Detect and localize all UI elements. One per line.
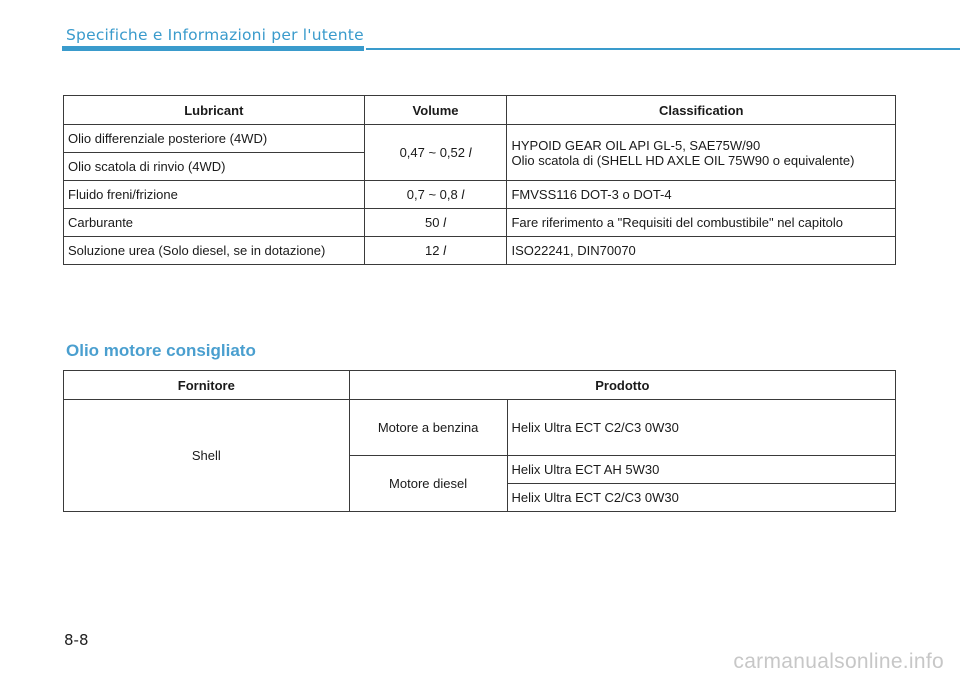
column-header: Classification bbox=[507, 96, 896, 125]
header-divider bbox=[366, 48, 960, 50]
engine-type-cell: Motore a benzina bbox=[349, 400, 507, 456]
classification-cell: ISO22241, DIN70070 bbox=[507, 237, 896, 265]
volume-cell: 0,7 ~ 0,8 l bbox=[364, 181, 507, 209]
volume-cell: 0,47 ~ 0,52 l bbox=[364, 125, 507, 181]
lubricant-cell: Carburante bbox=[64, 209, 365, 237]
header-title: Specifiche e Informazioni per l'utente bbox=[66, 26, 364, 44]
section-title: Olio motore consigliato bbox=[66, 341, 256, 360]
engine-oil-table bbox=[63, 370, 896, 512]
supplier-cell: Shell bbox=[64, 400, 350, 512]
lubricants-table bbox=[63, 95, 896, 265]
table-row bbox=[64, 209, 896, 237]
classification-cell: FMVSS116 DOT-3 o DOT-4 bbox=[507, 181, 896, 209]
table-row bbox=[64, 181, 896, 209]
column-header: Prodotto bbox=[349, 371, 895, 400]
watermark: carmanualsonline.info bbox=[733, 650, 944, 673]
table-row bbox=[64, 400, 896, 456]
product-cell: Helix Ultra ECT AH 5W30 bbox=[507, 456, 896, 484]
engine-type-cell: Motore diesel bbox=[349, 456, 507, 512]
volume-cell: 12 l bbox=[364, 237, 507, 265]
table-header-row bbox=[64, 96, 896, 125]
page-number: 8-8 bbox=[64, 631, 89, 649]
product-cell: Helix Ultra ECT C2/C3 0W30 bbox=[507, 484, 896, 512]
column-header: Fornitore bbox=[64, 371, 350, 400]
table-row bbox=[64, 125, 896, 153]
table-header-row bbox=[64, 371, 896, 400]
lubricant-cell: Olio differenziale posteriore (4WD) bbox=[64, 125, 365, 153]
header-accent-bar bbox=[62, 46, 364, 51]
classification-cell: HYPOID GEAR OIL API GL-5, SAE75W/90 Olio scatola di (SHELL HD AXLE OIL 75W90 o equivalente) bbox=[507, 125, 896, 181]
product-cell: Helix Ultra ECT C2/C3 0W30 bbox=[507, 400, 896, 456]
lubricant-cell: Soluzione urea (Solo diesel, se in dotazione) bbox=[64, 237, 365, 265]
column-header: Volume bbox=[364, 96, 507, 125]
classification-cell: Fare riferimento a "Requisiti del combustibile" nel capitolo bbox=[507, 209, 896, 237]
table-row bbox=[64, 237, 896, 265]
volume-cell: 50 l bbox=[364, 209, 507, 237]
column-header: Lubricant bbox=[64, 96, 365, 125]
lubricant-cell: Fluido freni/frizione bbox=[64, 181, 365, 209]
lubricant-cell: Olio scatola di rinvio (4WD) bbox=[64, 153, 365, 181]
